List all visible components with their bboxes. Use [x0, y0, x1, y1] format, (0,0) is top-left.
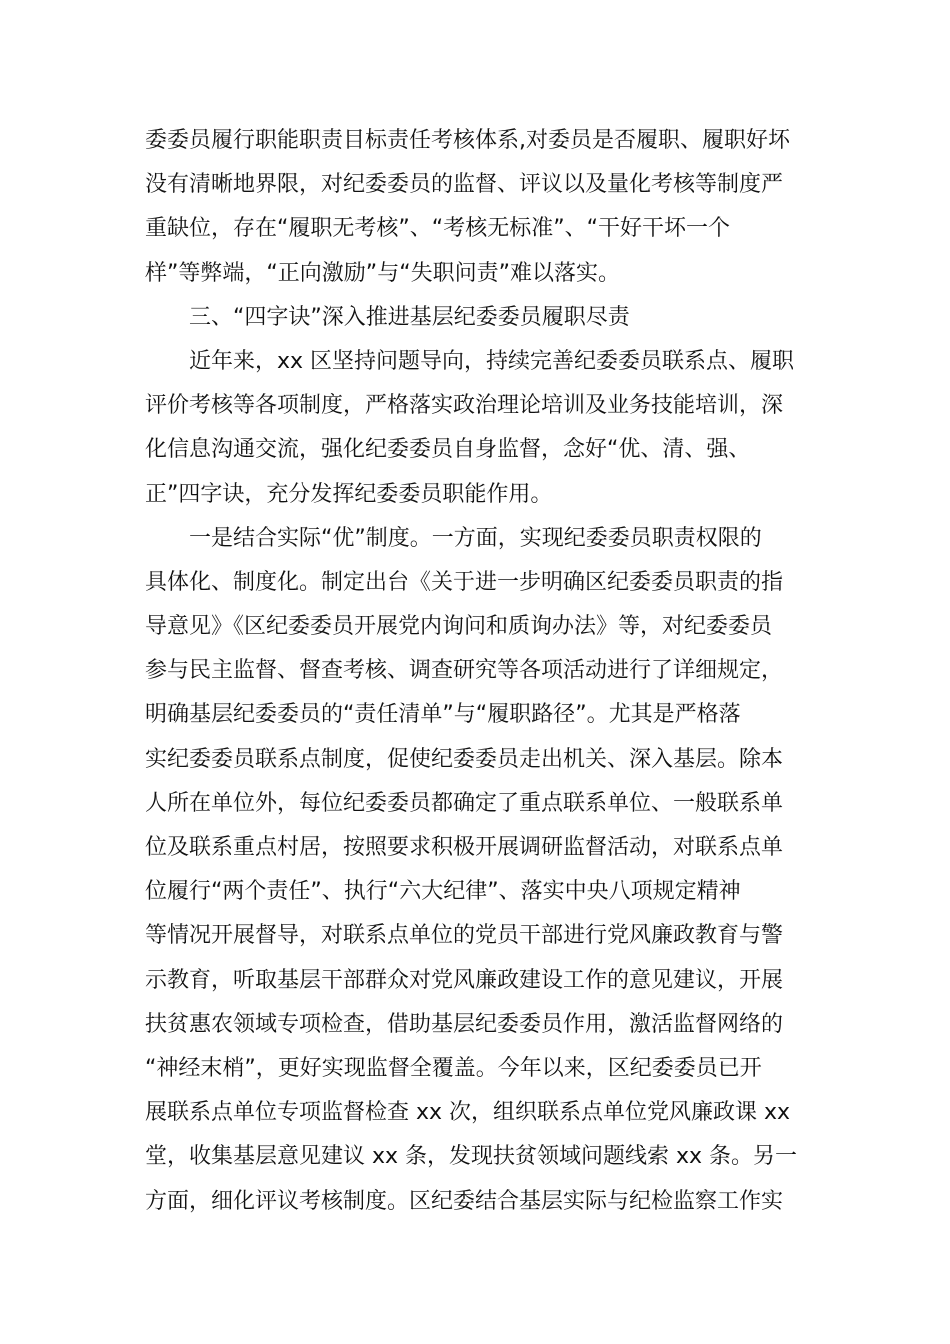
- text-line: 位及联系重点村居，按照要求积极开展调研监督活动，对联系点单: [145, 835, 784, 860]
- text-line: 导意见》《区纪委委员开展党内询问和质询办法》等，对纪委委员: [145, 614, 773, 640]
- text-line: 等情况开展督导，对联系点单位的党员干部进行党风廉政教育与警: [145, 923, 784, 949]
- text-line: 堂，收集基层意见建议 xx 条，发现扶贫领域问题线索 xx 条。另一: [145, 1144, 798, 1170]
- text-line: 化信息沟通交流，强化纪委委员自身监督，念好“优、清、强、: [145, 437, 751, 463]
- text-line: 一是结合实际“优”制度。一方面，实现纪委委员职责权限的: [189, 525, 762, 551]
- document-body: [145, 119, 815, 1224]
- text-line: 评价考核等各项制度，严格落实政治理论培训及业务技能培训，深: [145, 393, 784, 419]
- text-line: 参与民主监督、督查考核、调查研究等各项活动进行了详细规定，: [145, 658, 784, 684]
- text-line: 示教育，听取基层干部群众对党风廉政建设工作的意见建议，开展: [145, 967, 784, 993]
- paragraph-continuation: [145, 119, 815, 296]
- paragraph-intro: [145, 340, 815, 517]
- paragraph-optimize-system: [145, 517, 815, 1224]
- text-line: 样”等弊端，“正向激励”与“失职问责”难以落实。: [145, 260, 620, 286]
- text-line: 具体化、制度化。制定出台《关于进一步明确区纪委委员职责的指: [145, 569, 784, 595]
- section-heading: [145, 296, 815, 340]
- text-line: 方面，细化评议考核制度。区纪委结合基层实际与纪检监察工作实: [145, 1188, 784, 1214]
- text-line: 位履行“两个责任”、执行“六大纪律”、落实中央八项规定精神: [145, 879, 741, 905]
- text-line: “神经末梢”，更好实现监督全覆盖。今年以来，区纪委委员已开: [145, 1055, 762, 1081]
- text-line: 展联系点单位专项监督检查 xx 次，组织联系点单位党风廉政课 xx: [145, 1100, 791, 1126]
- text-line: 实纪委委员联系点制度，促使纪委委员走出机关、深入基层。除本: [145, 746, 784, 772]
- text-line: 委委员履行职能职责目标责任考核体系,对委员是否履职、履职好坏: [145, 128, 790, 153]
- text-line: 明确基层纪委委员的“责任清单”与“履职路径”。尤其是严格落: [145, 702, 741, 728]
- text-line: 扶贫惠农领域专项检查，借助基层纪委委员作用，激活监督网络的: [145, 1011, 784, 1037]
- text-line: 近年来，xx 区坚持问题导向，持续完善纪委委员联系点、履职: [189, 348, 795, 374]
- text-line: 没有清晰地界限，对纪委委员的监督、评议以及量化考核等制度严: [145, 172, 784, 198]
- text-line: 正”四字诀，充分发挥纪委委员职能作用。: [145, 481, 553, 507]
- text-line: 重缺位，存在“履职无考核”、“考核无标准”、“干好干坏一个: [145, 216, 730, 242]
- heading-line: 三、“四字诀”深入推进基层纪委委员履职尽责: [189, 304, 630, 330]
- text-line: 人所在单位外，每位纪委委员都确定了重点联系单位、一般联系单: [145, 790, 784, 816]
